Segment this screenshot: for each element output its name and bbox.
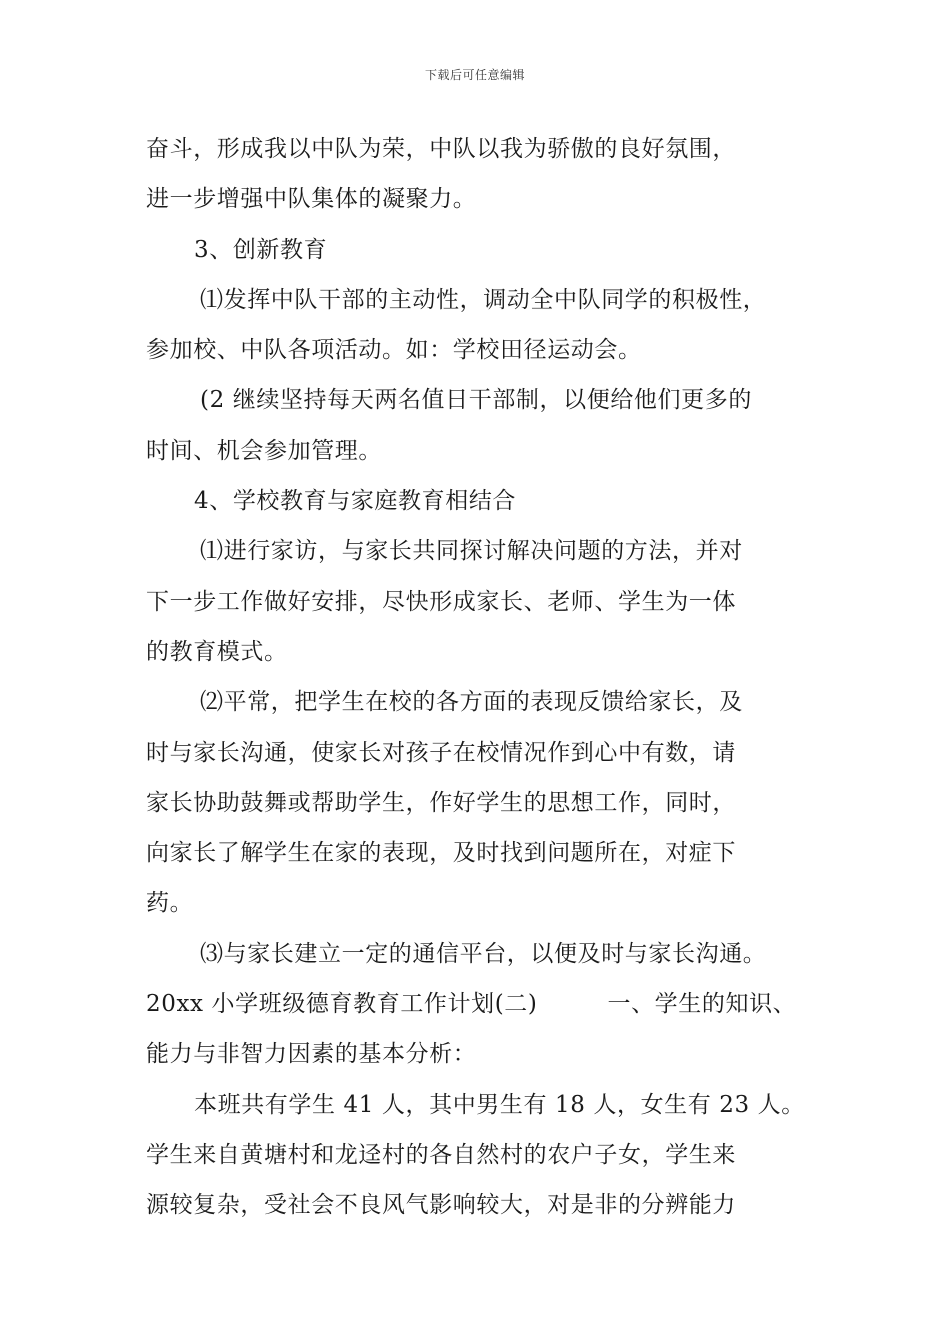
paragraph-line: 学生来自黄塘村和龙迳村的各自然村的农户子女，学生来 <box>146 1141 736 1168</box>
paragraph-line: 奋斗，形成我以中队为荣，中队以我为骄傲的良好氛围， <box>146 136 736 162</box>
paragraph-line: 向家长了解学生在家的表现，及时找到问题所在，对症下 <box>146 840 736 867</box>
paragraph-line: 源较复杂，受社会不良风气影响较大，对是非的分辨能力 <box>146 1192 736 1219</box>
paragraph-line: 下一步工作做好安排，尽快形成家长、老师、学生为一体 <box>146 588 736 615</box>
document-body <box>146 124 826 1231</box>
section-heading: 4、学校教育与家庭教育相结合 <box>194 488 517 515</box>
paragraph-line: 时与家长沟通，使家长对孩子在校情况作到心中有数，请 <box>146 739 736 766</box>
section-heading-inline: 一、学生的知识、 <box>607 991 797 1018</box>
paragraph-line: 药。 <box>146 890 194 917</box>
paragraph-line: 参加校、中队各项活动。如：学校田径运动会。 <box>146 337 642 364</box>
paragraph-line: ⑴进行家访，与家长共同探讨解决问题的方法，并对 <box>200 538 743 565</box>
paragraph-line: 进一步增强中队集体的凝聚力。 <box>146 186 477 213</box>
paragraph-line: 时间、机会参加管理。 <box>146 437 382 464</box>
plan-title: 20xx 小学班级德育教育工作计划(二) <box>146 991 538 1018</box>
paragraph-line: ⑴发挥中队干部的主动性，调动全中队同学的积极性， <box>200 286 767 313</box>
paragraph-line: 能力与非智力因素的基本分析： <box>146 1041 477 1068</box>
paragraph-line: 家长协助鼓舞或帮助学生，作好学生的思想工作，同时， <box>146 789 736 816</box>
page-header: 下载后可任意编辑 <box>424 68 525 82</box>
paragraph-line: 的教育模式。 <box>146 638 288 665</box>
paragraph-line: (2 继续坚持每天两名值日干部制，以便给他们更多的 <box>200 387 752 414</box>
plan-title-line <box>146 979 826 1029</box>
paragraph-line: ⑶与家长建立一定的通信平台，以便及时与家长沟通。 <box>200 940 767 967</box>
paragraph-line: ⑵平常，把学生在校的各方面的表现反馈给家长，及 <box>200 689 743 716</box>
paragraph-line: 本班共有学生 41 人，其中男生有 18 人，女生有 23 人。 <box>194 1091 805 1118</box>
section-heading: 3、创新教育 <box>194 236 328 263</box>
